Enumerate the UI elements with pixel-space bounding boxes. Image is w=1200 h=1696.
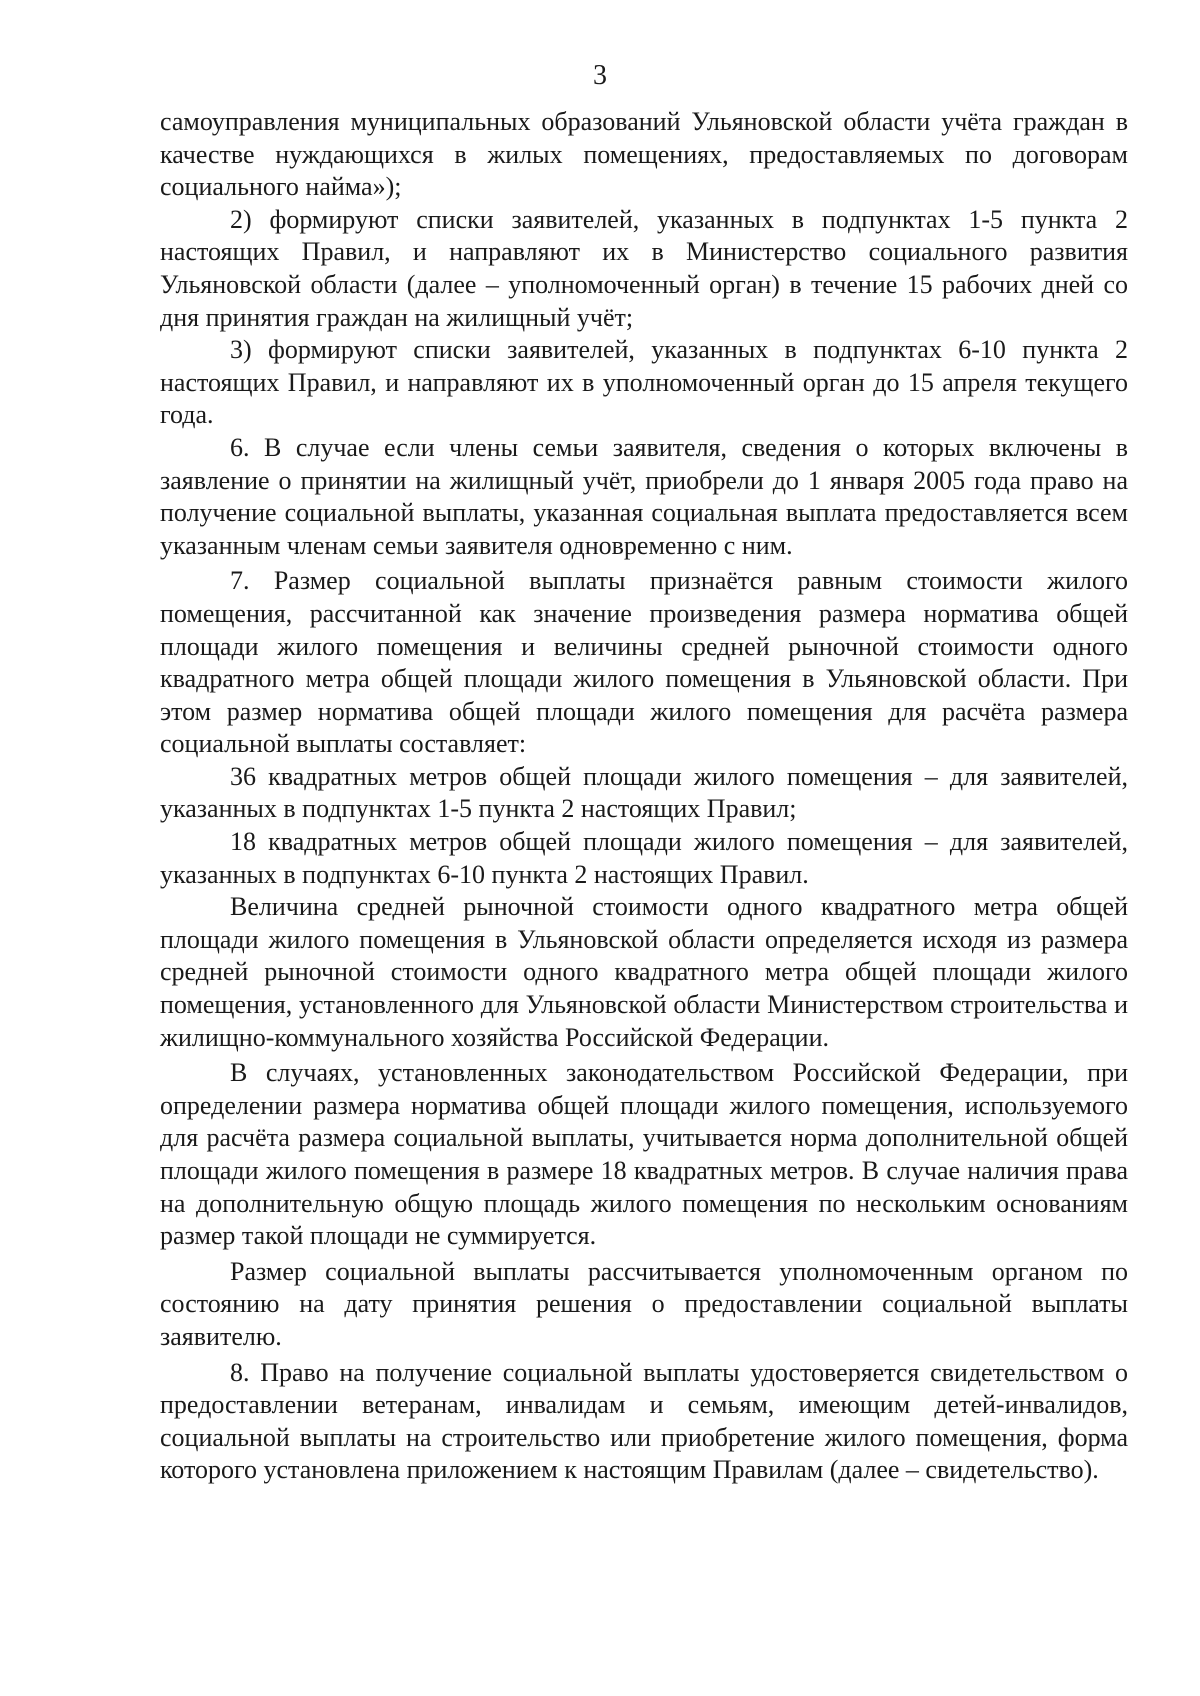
list-item-3: 3) формируют списки заявителей, указанных в подпунктах 6-10 пункта 2 настоящих Правил, и направляют их в уполномоченный орган до 15 апреля текущего года. [160, 335, 1128, 430]
clause-7: 7. Размер социальной выплаты признаётся равным стоимости жилого помещения, рассчитанной как значение произведения размера норматива общей площади жилого помещения и величины средней рыночной стоимости одного квадратного метра общей площади жилого помещения в Ульяновской области. При этом размер норматива общей площади жилого помещения для расчёта размера социальной выплаты составляет: [160, 566, 1128, 759]
additional-area-paragraph: В случаях, установленных законодательством Российской Федерации, при определении размера норматива общей площади жилого помещения, используемого для расчёта размера социальной выплаты, учитывается норма дополнительной общей площади жилого помещения в размере 18 квадратных метров. В случае наличия права на дополнительную общую площадь жилого помещения по нескольким основаниям размер такой площади не суммируется. [160, 1058, 1128, 1251]
paragraph-continuation: самоуправления муниципальных образований Ульяновской области учёта граждан в качестве нуждающихся в жилых помещениях, предоставляемых по договорам социального найма»); [160, 107, 1128, 202]
document-body [160, 106, 1128, 1487]
list-item-2: 2) формируют списки заявителей, указанных в подпунктах 1-5 пункта 2 настоящих Правил, и направляют их в Министерство социального развития Ульяновской области (далее – уполномоченный орган) в течение 15 рабочих дней со дня принятия граждан на жилищный учёт; [160, 204, 1128, 332]
clause-6: 6. В случае если члены семьи заявителя, сведения о которых включены в заявление о принятии на жилищный учёт, приобрели до 1 января 2005 года право на получение социальной выплаты, указанная социальная выплата предоставляется всем указанным членам семьи заявителя одновременно с ним. [160, 432, 1128, 560]
calculation-date-paragraph: Размер социальной выплаты рассчитывается уполномоченным органом по состоянию на дату принятия решения о предоставлении социальной выплаты заявителю. [160, 1256, 1128, 1351]
norm-18-sq-m: 18 квадратных метров общей площади жилого помещения – для заявителей, указанных в подпунктах 6-10 пункта 2 настоящих Правил. [160, 827, 1128, 889]
norm-36-sq-m: 36 квадратных метров общей площади жилого помещения – для заявителей, указанных в подпунктах 1-5 пункта 2 настоящих Правил; [160, 761, 1128, 824]
page-number: 3 [593, 60, 607, 91]
clause-8: 8. Право на получение социальной выплаты удостоверяется свидетельством о предоставлении ветеранам, инвалидам и семьям, имеющим детей-инвалидов, социальной выплаты на строительство или приобретение жилого помещения, форма которого установлена приложением к настоящим Правилам (далее – свидетельство). [160, 1357, 1128, 1485]
market-price-paragraph: Величина средней рыночной стоимости одного квадратного метра общей площади жилого помещения в Ульяновской области определяется исходя из размера средней рыночной стоимости одного квадратного метра общей площади жилого помещения, установленного для Ульяновской области Министерством строительства и жилищно-коммунального хозяйства Российской Федерации. [160, 892, 1128, 1052]
